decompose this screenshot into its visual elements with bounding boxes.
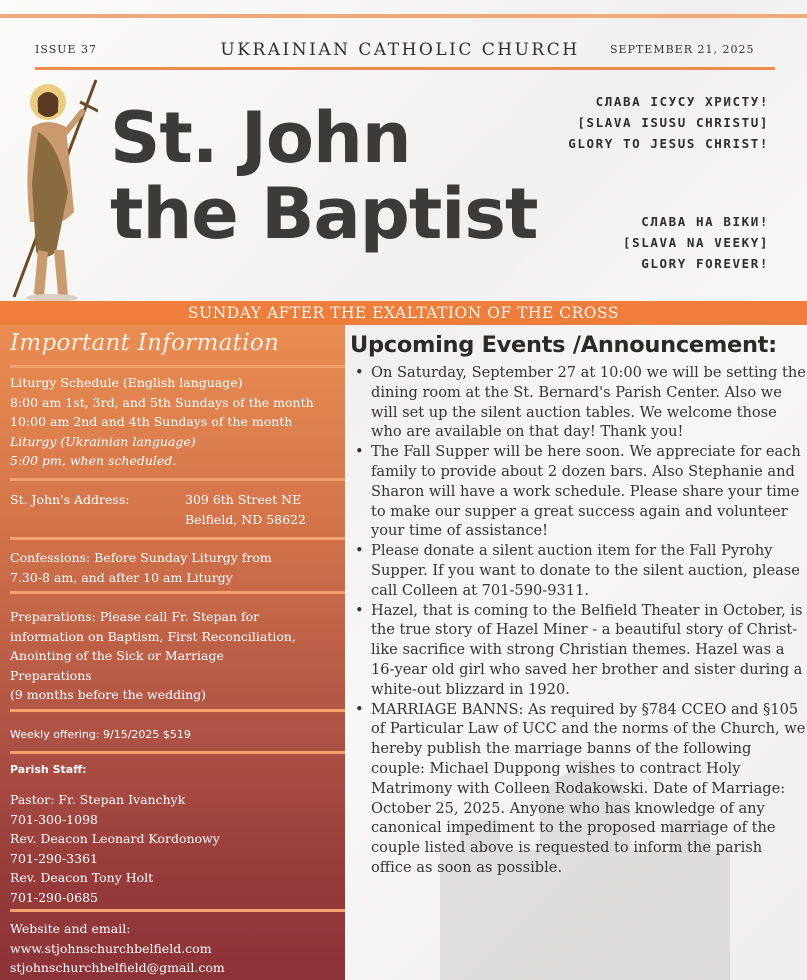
top-rule — [0, 14, 807, 18]
preparations-line: (9 months before the wedding) — [10, 687, 207, 702]
events-list — [355, 363, 807, 878]
sidebar-rule — [10, 478, 345, 481]
response-transliteration: [SLAVA NA VEEKY] — [622, 235, 769, 250]
liturgy-line: 8:00 am 1st, 3rd, and 5th Sundays of the month — [10, 394, 314, 410]
preparations-line: information on Baptism, First Reconciliation, — [10, 628, 296, 644]
list-item: • Hazel, that is coming to the Belfield Theater in October, is the true story of Hazel Miner - a beautiful story of Christ-like sacrifice with strong Christian themes. Hazel was a 16-year old girl who saved her brother and sister during a white-out blizzard in 1920. — [355, 601, 807, 700]
preparations-line: Preparations — [10, 667, 92, 683]
header-rule — [35, 67, 775, 70]
list-item: • MARRIAGE BANNS: As required by §784 CCEO and §105 of Particular Law of UCC and the norms of the Church, we hereby publish the marriage banns of the following couple: Michael Duppong wishes to contract Holy Matrimony with Colleen Rodakowski. Date of Marriage: October 25, 2025. Anyone who has knowledge of any canonical impediment to the proposed marriage of the couple listed above is requested to inform the parish office as soon as possible. — [355, 700, 807, 878]
address-value — [185, 490, 306, 529]
staff-line: Rev. Deacon Leonard Kordonowy — [10, 831, 220, 846]
greeting-glory-to-jesus — [568, 91, 769, 154]
preparations-info — [10, 607, 296, 705]
staff-line: 701-300-1098 — [10, 811, 98, 827]
saint-john-icon — [8, 72, 98, 304]
parish-title — [110, 97, 538, 255]
parish-staff-label: Parish Staff: — [10, 763, 87, 776]
greeting-ukrainian: СЛАВА ІСУСУ ХРИСТУ! — [595, 94, 769, 109]
title-line-1: St. John — [110, 97, 411, 179]
list-item: • On Saturday, September 27 at 10:00 we will be setting the dining room at the St. Bernard's Parish Center. Also we will set up the silent auction tables. We welcome those who are available on that day! Thank you! — [355, 363, 807, 442]
staff-line: 701-290-0685 — [10, 889, 98, 905]
website-link[interactable]: www.stjohnschurchbelfield.com — [10, 940, 212, 956]
staff-line: 701-290-3361 — [10, 850, 98, 866]
preparations-line: Anointing of the Sick or Marriage — [10, 648, 224, 663]
liturgy-line: Liturgy Schedule (English language) — [10, 375, 243, 390]
confessions-info — [10, 548, 272, 587]
response-english: GLORY FOREVER! — [641, 256, 769, 271]
greeting-glory-forever — [623, 211, 769, 274]
sidebar-title: Important Information — [10, 330, 280, 356]
greeting-english: GLORY TO JESUS CHRIST! — [568, 136, 769, 151]
web-label: Website and email: — [10, 921, 131, 936]
issue-date: SEPTEMBER 21, 2025 — [610, 43, 755, 56]
weekly-offering: Weekly offering: 9/15/2025 $519 — [10, 728, 191, 741]
greeting-transliteration: [SLAVA ISUSU CHRISTU] — [577, 115, 769, 130]
staff-line: Rev. Deacon Tony Holt — [10, 870, 154, 885]
important-info-sidebar — [0, 325, 345, 980]
events-heading: Upcoming Events /Announcement: — [350, 332, 777, 358]
issue-number: ISSUE 37 — [35, 43, 98, 56]
list-item: • Please donate a silent auction item for the Fall Pyrohy Supper. If you want to donate to the silent auction, please call Colleen at 701-590-9311. — [355, 541, 807, 600]
preparations-line: Preparations: Please call Fr. Stepan for — [10, 609, 260, 624]
sidebar-rule — [10, 537, 345, 540]
sidebar-rule — [10, 365, 345, 368]
parish-staff-list — [10, 790, 220, 907]
confessions-line: Confessions: Before Sunday Liturgy from — [10, 550, 272, 565]
liturgy-line: 10:00 am 2nd and 4th Sundays of the month — [10, 414, 293, 429]
liturgy-line: Liturgy (Ukrainian language) — [10, 433, 196, 449]
sidebar-rule — [10, 751, 345, 754]
liturgy-line: 5:00 pm, when scheduled. — [10, 453, 177, 468]
address-label: St. John's Address: — [10, 492, 130, 507]
church-name: UKRAINIAN CATHOLIC CHURCH — [220, 40, 580, 60]
response-ukrainian: СЛАВА НА ВІКИ! — [641, 214, 769, 229]
liturgy-schedule — [10, 373, 314, 471]
sunday-banner: SUNDAY AFTER THE EXALTATION OF THE CROSS — [0, 301, 807, 325]
address-line: Belfield, ND 58622 — [185, 511, 306, 527]
sidebar-rule — [10, 909, 345, 912]
website-email — [10, 919, 225, 978]
sidebar-rule — [10, 709, 345, 712]
list-item: • The Fall Supper will be here soon. We appreciate for each family to provide about 2 dozen bars. Also Stephanie and Sharon will have a work schedule. Please share your time to make our supper a great success again and volunteer your time of assistance! — [355, 442, 807, 541]
sidebar-rule — [10, 591, 345, 594]
email-link[interactable]: stjohnschurchbelfield@gmail.com — [10, 960, 225, 975]
confessions-line: 7.30-8 am, and after 10 am Liturgy — [10, 569, 233, 585]
title-line-2: the Baptist — [110, 173, 538, 255]
address-line: 309 6th Street NE — [185, 492, 302, 507]
staff-line: Pastor: Fr. Stepan Ivanchyk — [10, 792, 186, 807]
